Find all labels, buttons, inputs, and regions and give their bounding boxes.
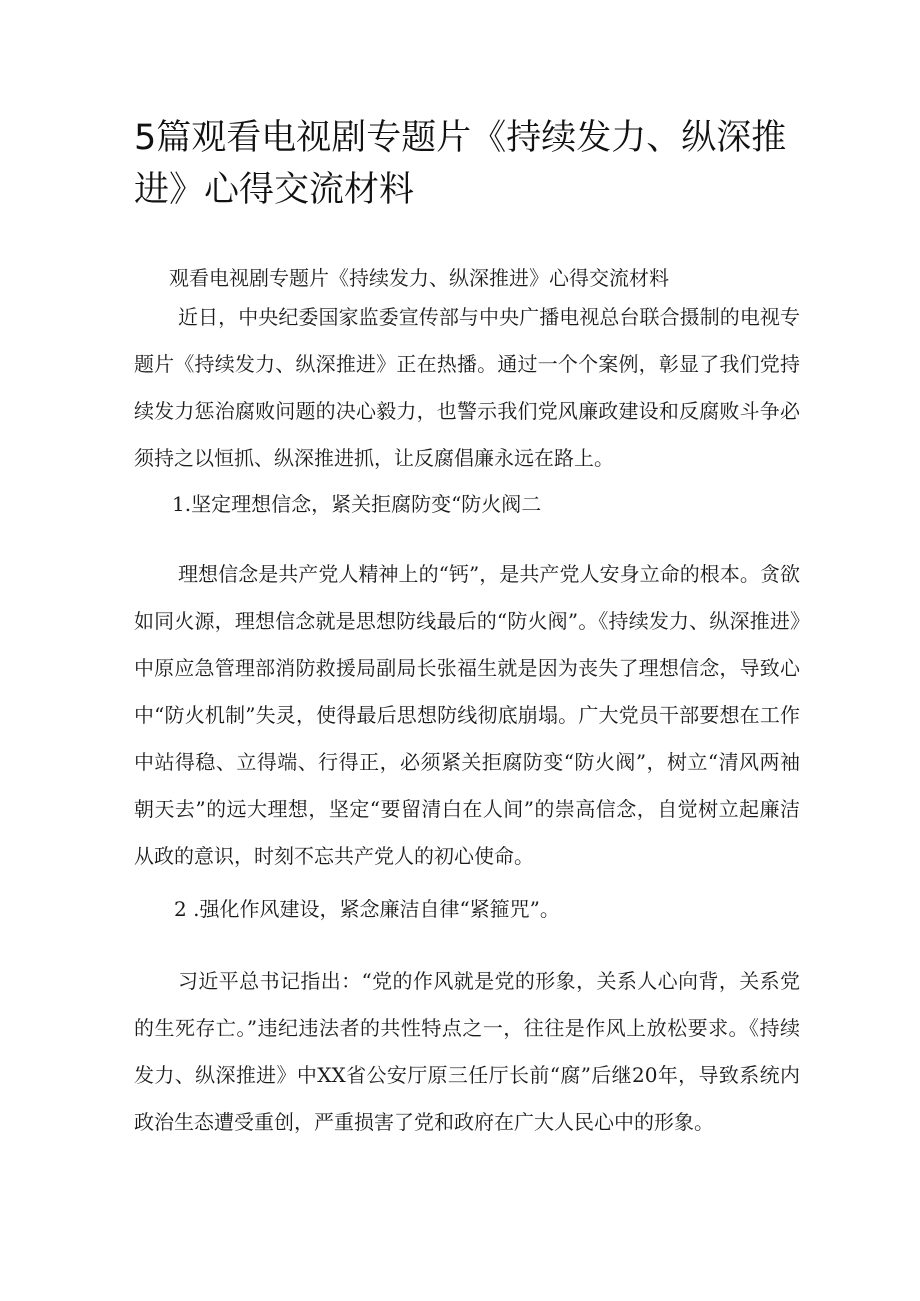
document-subtitle: 观看电视剧专题片《持续发力、纵深推进》心得交流材料 [169, 266, 669, 290]
intro-paragraph: 近日，中央纪委国家监委宣传部与中央广播电视总台联合摄制的电视专题片《持续发力、纵深推进》正在热播。通过一个个案例，彰显了我们党持续发力惩治腐败问题的决心毅力，也警示我们党风廉政建设和反腐败斗争必须持之以恒抓、纵深推进抓，让反腐倡廉永远在路上。 [134, 305, 800, 470]
section-2-paragraph: 习近平总书记指出：“党的作风就是党的形象，关系人心向背，关系党的生死存亡。”违纪违法者的共性特点之一，往往是作风上放松要求。《持续发力、纵深推进》中XX省公安厅原三任厅长前“腐”后继20年，导致系统内政治生态遭受重创，严重损害了党和政府在广大人民心中的形象。 [134, 969, 800, 1134]
section-1-heading: 1.坚定理想信念，紧关拒腐防变“防火阀二 [172, 492, 542, 516]
document-title: 5篇观看电视剧专题片《持续发力、纵深推进》心得交流材料 [134, 118, 787, 210]
section-1-paragraph: 理想信念是共产党人精神上的“钙”，是共产党人安身立命的根本。贪欲如同火源，理想信念就是思想防线最后的“防火阀”。《持续发力、纵深推进》中原应急管理部消防救援局副局长张福生就是因为丧失了理想信念，导致心中“防火机制”失灵，使得最后思想防线彻底崩塌。广大党员干部要想在工作中站得稳、立得端、行得正，必须紧关拒腐防变“防火阀”，树立“清风两袖朝天去”的远大理想，坚定“要留清白在人间”的崇高信念，自觉树立起廉洁从政的意识，时刻不忘共产党人的初心使命。 [134, 562, 800, 868]
section-2-heading: 2 .强化作风建设，紧念廉洁自律“紧箍咒”。 [174, 897, 560, 921]
